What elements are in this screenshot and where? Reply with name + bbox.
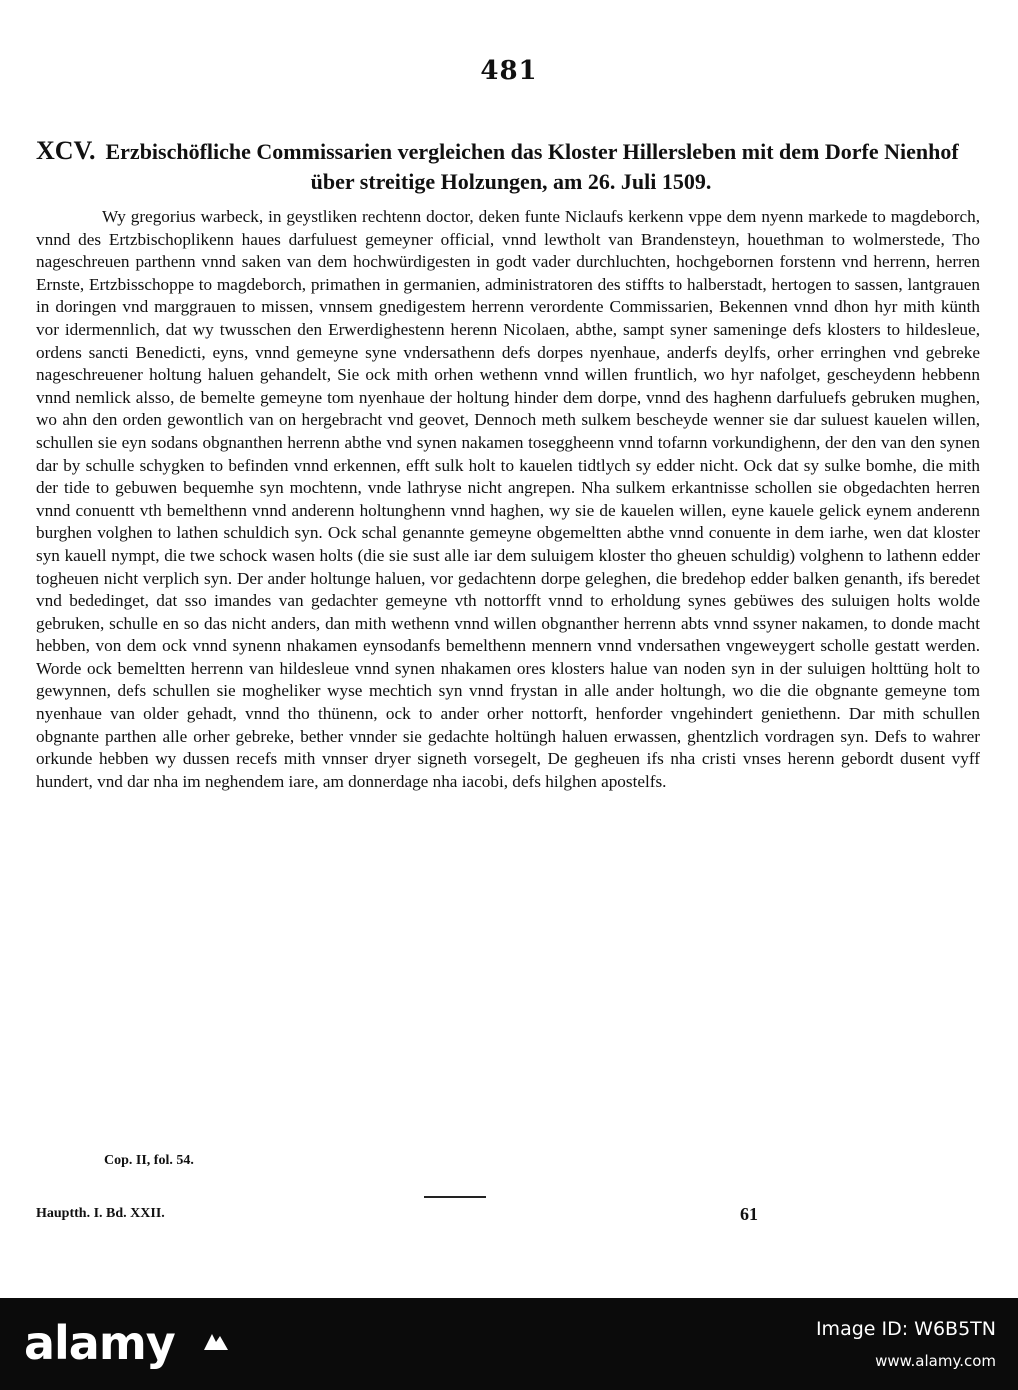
document-heading: [36, 136, 986, 197]
heading-title-line-1: Erzbischöfliche Commissarien vergleichen das Kloster Hillersleben mit dem Dorfe Nienhof: [105, 139, 959, 164]
alamy-logo: alamy: [24, 1316, 175, 1370]
source-citation: Cop. II, fol. 54.: [104, 1153, 194, 1168]
stock-url: www.alamy.com: [875, 1352, 996, 1370]
heading-line-1: [36, 136, 986, 167]
heading-line-2: über streitige Holzungen, am 26. Juli 1509.: [310, 169, 712, 194]
footer-signature-number: 61: [740, 1204, 758, 1224]
footer-volume-reference: Hauptth. I. Bd. XXII.: [36, 1206, 165, 1221]
alamy-logo-mark-icon: [202, 1330, 230, 1352]
heading-number: XCV.: [36, 136, 96, 165]
stock-image-id: Image ID: W6B5TN: [815, 1318, 996, 1340]
page-number: 481: [480, 56, 538, 86]
stock-photo-banner: [0, 1298, 1018, 1390]
document-body-paragraph: Wy gregorius warbeck, in geystliken rechtenn doctor, deken funte Niclaufs kerkenn vppe dem nyenn markede to magdeborch, vnnd des Ertzbischoplikenn haues darfuluest gemeyner official, vnnd lewtholt van Brandensteyn, houethman to wolmerstede, Tho nageschreuen parthenn vnnd saken van dem hochwürdigesten in godt vader durchluchten, hochgebornen forstenn vnd herrenn, herren Ernste, Ertzbisschoppe to magdeborch, primathen in germanien, administratoren des stiffts to halberstadt, hertogen to sassen, lantgrauen in doringen vnd marggrauen to missen, vnnsem gnedigestem herrenn verordente Commissarien, Bekennen vnnd dhon hyr mith künth vor idermennlich, dat wy twusschen den Erwerdighestenn herenn Nicolaen, abthe, sampt syner sameninge defs klosters to hildesleue, ordens sancti Benedicti, eyns, vnnd gemeyne syne vndersathenn defs dorpes nyenhaue, anderfs deylfs, orher erringhen vnd gebreke nageschreuener holtung haluen gehandelt, Sie ock mith orhen wethenn vnnd willen fruntlich, wo hyr nafolget, gescheydenn hebbenn vnnd nemlick alsso, de bemelte gemeyne tom nyenhaue der holtung hinder dem dorpe, vnnd des haghenn darfuluefs gebruken mughen, wo ahn den orden gewontlich van on hergebracht vnd geovet, Dennoch meth sulkem bescheyde wenner sie dar suluest kauelen willen, schullen sie eyn sodans obgnanthen herrenn abthe vnd synen nakamen toseggheenn vnnd tofarnn vorkundighenn, der den van den synen dar by schulle schygken to befinden vnnd erkennen, efft sulk holt to kauelen tidtlych sy edder nicht. Ock dat sy sulke bomhe, die mith der tide to gebuwen bequemhe syn mochtenn, vnde lathryse nicht angrepen. Nha sulkem erkantnisse schollen sie obgedachten herren vnnd conuentt vth bemelthenn vnnd anderenn holtunghenn vnnd haghen, wy sie de kauelen willen, eyne kauele gelick eynem anderenn burghen volghen to lathen schuldich syn. Ock schal genannte gemeyne obgemeltten abthe vnnd conuente in dem iarhe, wen dat kloster syn kauell nympt, die twe schock wasen holts (die sie sust alle iar dem suluigem kloster tho gheuen schuldig) volghenn to lathenn edder togheuen nicht verplich syn. Der ander holtunge haluen, vor gedachtenn dorpe geleghen, die bredehop edder balken genanth, ifs beredet vnd bededinget, dat sso imandes van gedachter gemeyne vth nottorfft vnnd to erholdung synes gebüwes des suluigen holts wolde gebruken, schulle en so das nicht anders, dan mith wethenn vnnd willen obgnanther herrenn abts vnnd ssyner nakamen, to donde macht hebben, von dem ock vnnd synenn nhakamen eynsodanfs bemelthenn mennern vnnd vndersathen vngeweygert scholle gestatt werden. Worde ock bemeltten herrenn van hildesleue vnnd synen nhakamen ores klosters halue van noden syn in der suluigen holttüng holt to gewynnen, defs schullen sie mogheliker wyse mechtich syn vnnd frystan in alle ander holtungh, wo die die obgnante gemeyne tom nyenhaue van older gehadt, vnnd tho thünenn, ock to ander orher nottorft, henforder vngehindert geniethenn. Dar mith schullen obgnante parthen alle orher gebreke, bether vnnder sie gedachte holtüngh haluen erwassen, ghentzlich vordragen syn. Defs to wahrer orkunde hebben wy dussen recefs mith vnnser dryer signeth vorsegelt, De gegheuen ifs nha cristi vnses herenn gebordt dusent vyff hundert, vnd dar nha im neghendem iare, am donnerdage nha iacobi, defs hilghen apostelfs.: [36, 207, 980, 791]
section-divider: [424, 1196, 486, 1198]
